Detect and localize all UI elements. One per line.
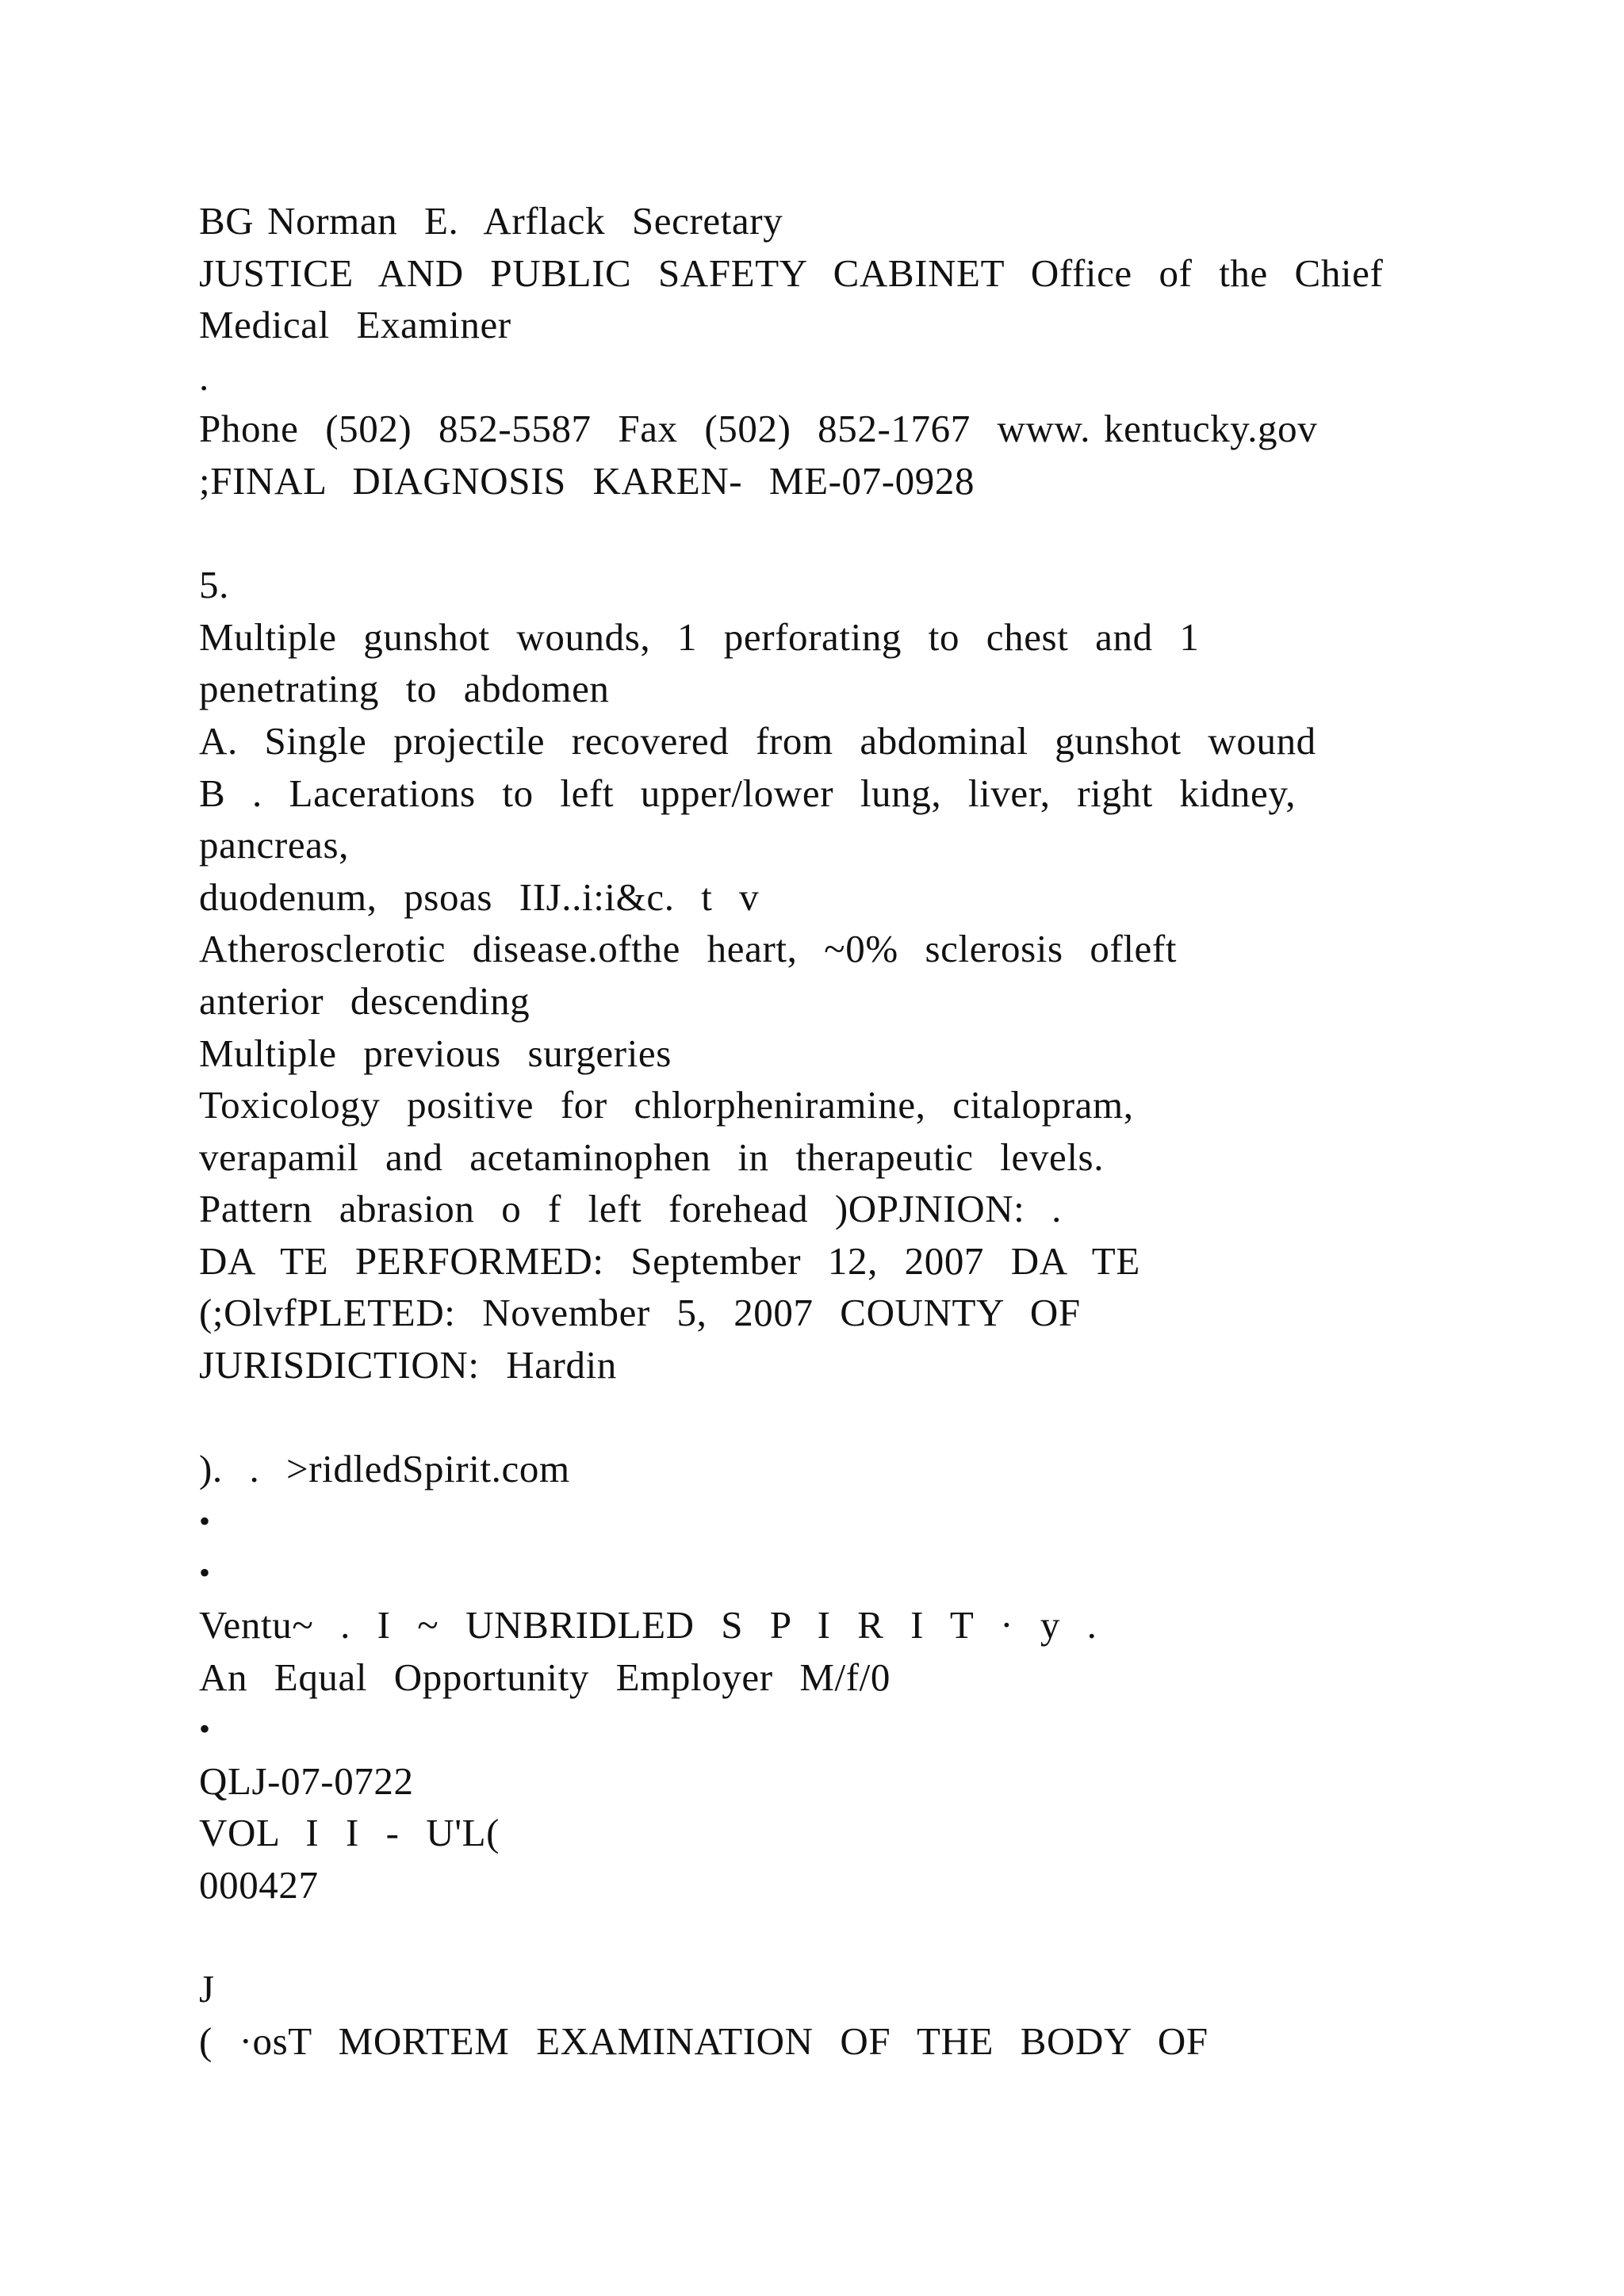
blank-line — [199, 1911, 1500, 1964]
footer-website-line: ). . >ridledSpirit.com — [199, 1447, 570, 1491]
blank-line — [199, 1391, 1500, 1444]
diagnosis-line: Atherosclerotic disease.ofthe heart, ~0% sclerosis ofleft — [199, 927, 1178, 971]
header-secretary-line: BG Norman E. Arflack Secretary — [199, 199, 783, 243]
header-office-line: Medical Examiner — [199, 303, 511, 347]
diagnosis-number: 5. — [199, 563, 229, 607]
jurisdiction-line: JURISDICTION: Hardin — [199, 1343, 617, 1387]
page-number-line: 000427 — [199, 1863, 319, 1907]
footer-employer-line: An Equal Opportunity Employer M/f/0 — [199, 1655, 891, 1699]
document-body — [199, 195, 1500, 2067]
header-cabinet-line: JUSTICE AND PUBLIC SAFETY CABINET Office of the Chief — [199, 251, 1384, 295]
diagnosis-line: Multiple previous surgeries — [199, 1031, 672, 1075]
date-performed-line: DA TE PERFORMED: September 12, 2007 DA TE — [199, 1238, 1140, 1283]
diagnosis-line: Multiple gunshot wounds, 1 perforating to chest and 1 — [199, 614, 1200, 659]
bullet-glyph: • — [199, 1555, 211, 1591]
diagnosis-line: anterior descending — [199, 978, 530, 1023]
diagnosis-line: Toxicology positive for chlorpheniramine, citalopram, — [199, 1083, 1134, 1127]
diagnosis-line: penetrating to abdomen — [199, 667, 610, 711]
diagnosis-line: duodenum, psoas IIJ..i:i&c. t v — [199, 874, 760, 919]
diagnosis-line: pancreas, — [199, 823, 350, 867]
blank-line — [199, 507, 1500, 560]
stray-letter-line: J — [199, 1967, 215, 2011]
header-dot-line: . — [199, 354, 209, 399]
header-contact-line: Phone (502) 852-5587 Fax (502) 852-1767 www. kentucky.gov — [199, 407, 1318, 451]
volume-line: VOL I I - U'L( — [199, 1811, 500, 1855]
date-completed-line: (;OlvfPLETED: November 5, 2007 COUNTY OF — [199, 1291, 1081, 1335]
diagnosis-line: verapamil and acetaminophen in therapeutic levels. — [199, 1135, 1105, 1179]
bullet-glyph: • — [199, 1711, 211, 1747]
final-diagnosis-heading: ;FINAL DIAGNOSIS KAREN- ME-07-0928 — [199, 458, 975, 503]
post-mortem-heading: ( ·osT MORTEM EXAMINATION OF THE BODY OF — [199, 2019, 1208, 2063]
case-number-line: QLJ-07-0722 — [199, 1758, 414, 1803]
diagnosis-line: Pattern abrasion o f left forehead )OPJNION: . — [199, 1187, 1062, 1231]
footer-slogan-line: Ventu~ . I ~ UNBRIDLED S P I R I T · y . — [199, 1603, 1097, 1647]
bullet-glyph: • — [199, 1502, 211, 1539]
diagnosis-line: A. Single projectile recovered from abdominal gunshot wound — [199, 718, 1316, 763]
diagnosis-line: B . Lacerations to left upper/lower lung, liver, right kidney, — [199, 771, 1297, 815]
